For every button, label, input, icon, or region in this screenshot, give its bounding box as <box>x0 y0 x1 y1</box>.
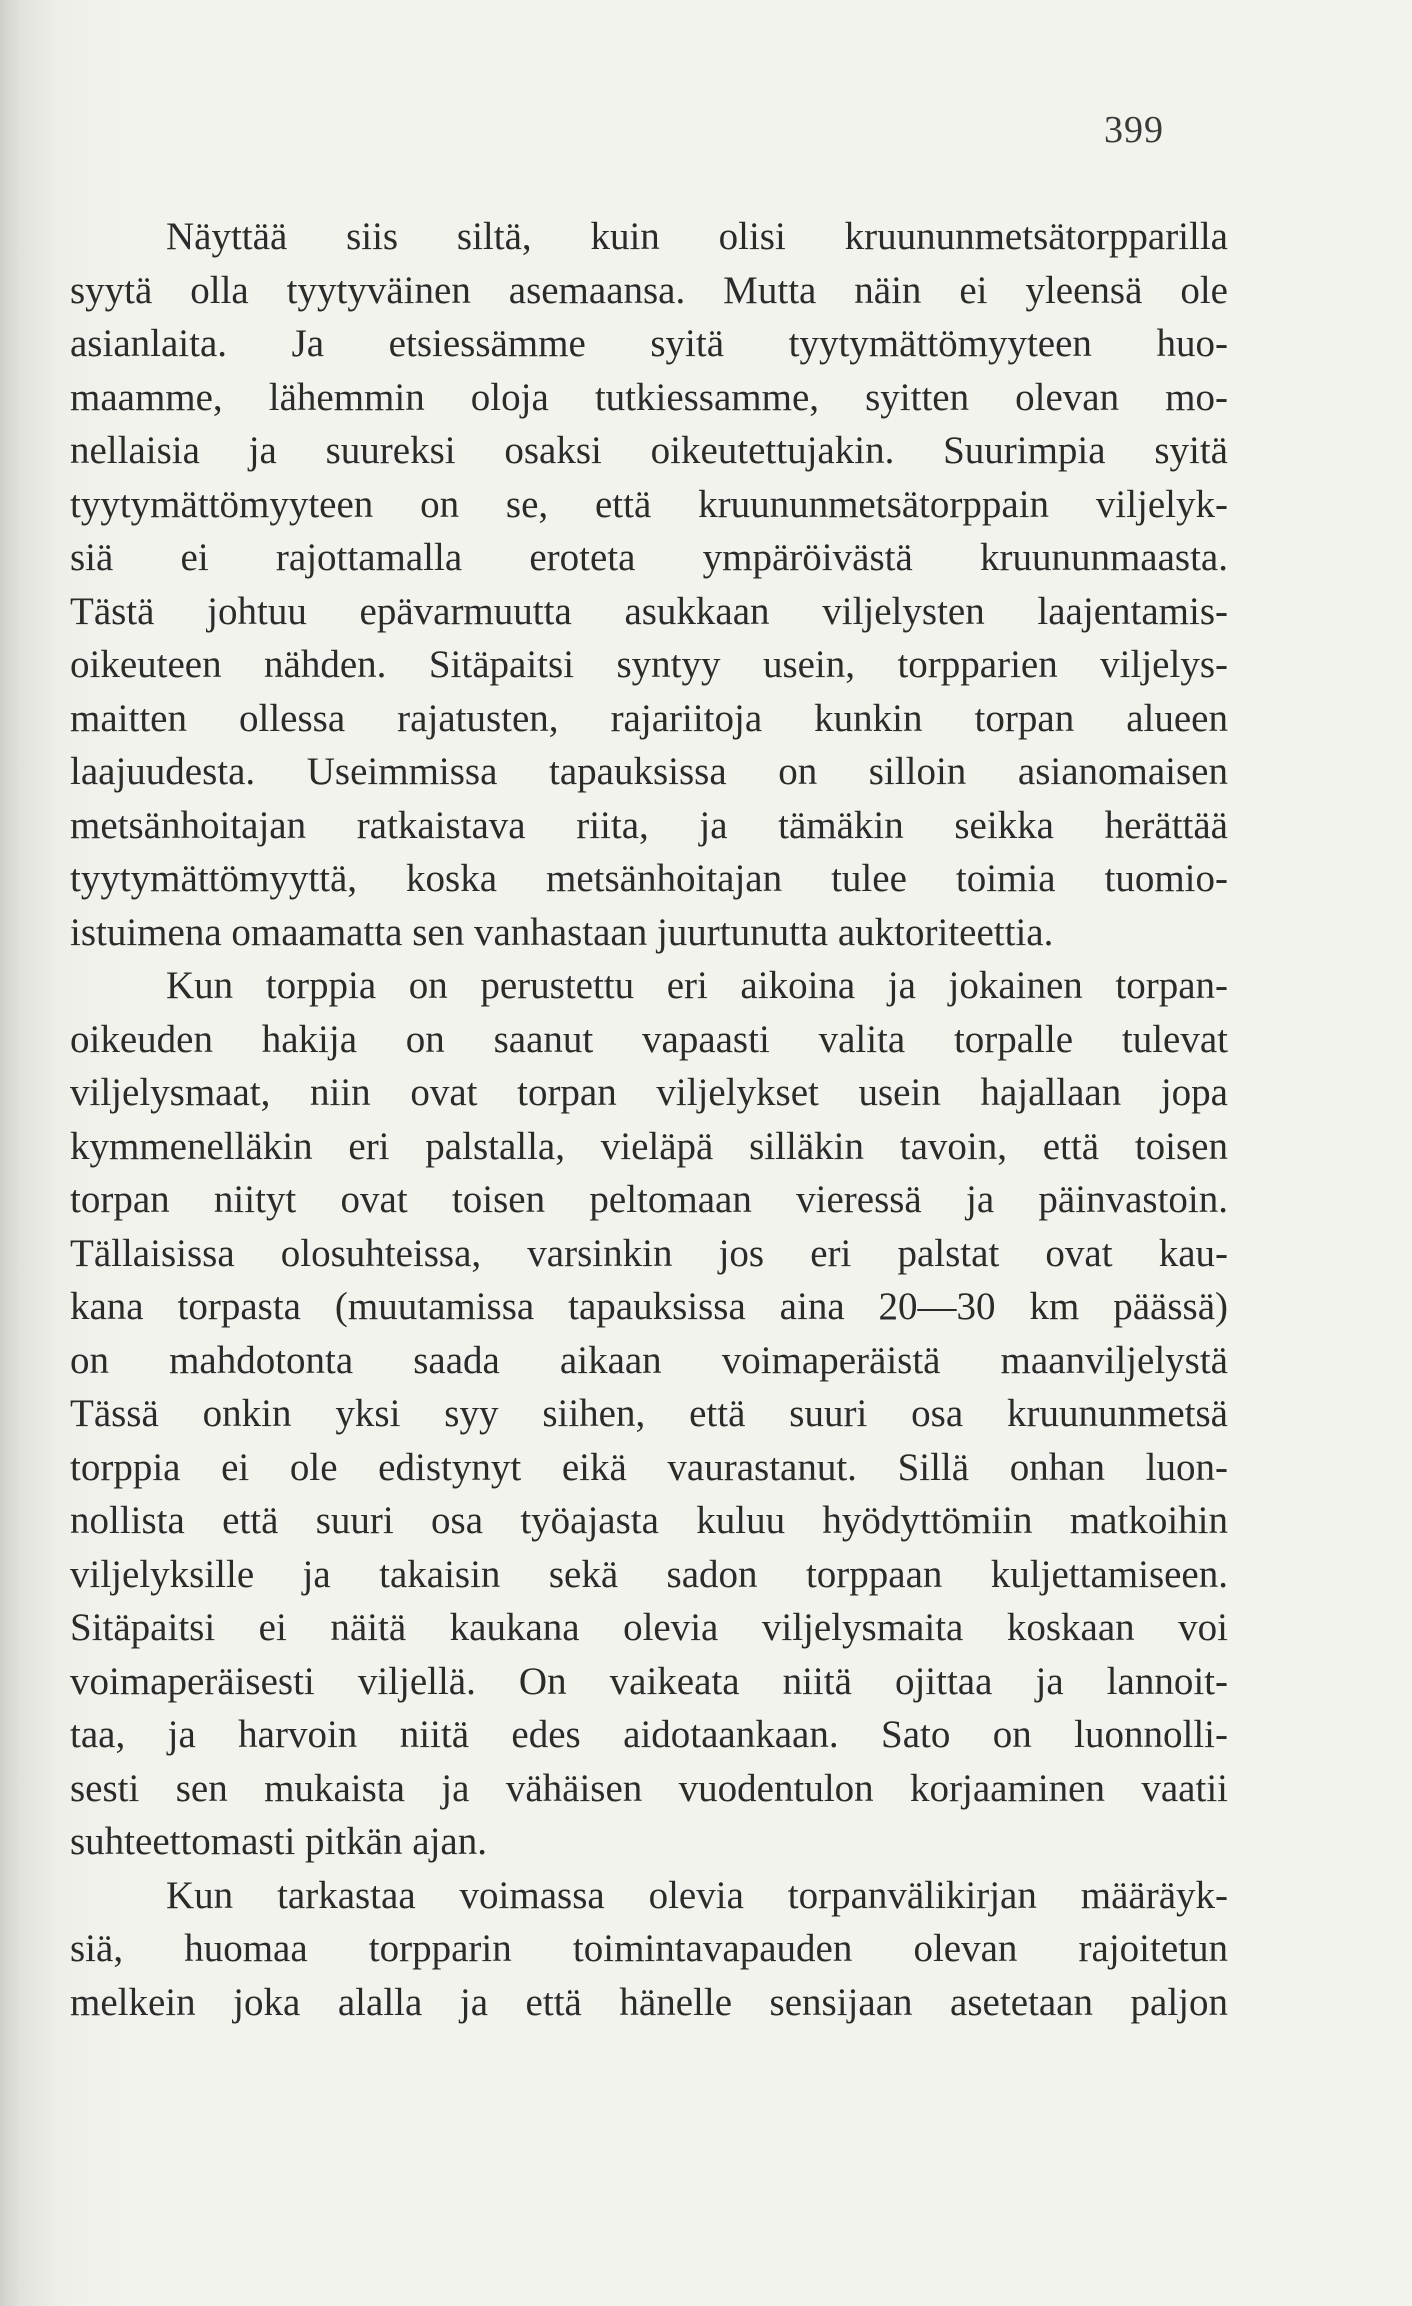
page-number: 399 <box>1104 109 1164 151</box>
text-line: on mahdotonta saada aikaan voimaperäistä maanviljelystä <box>70 1338 1228 1382</box>
text-line: Näyttää siis siltä, kuin olisi kruununmetsätorpparilla <box>166 215 1228 258</box>
text-line: torpan niityt ovat toisen peltomaan vieressä ja päinvastoin. <box>70 1178 1228 1221</box>
text-line: Tässä onkin yksi syy siihen, että suuri osa kruununmetsä <box>70 1392 1228 1435</box>
text-line: asianlaita. Ja etsiessämme syitä tyytymättömyyteen huo- <box>70 322 1228 365</box>
text-line: laajuudesta. Useimmissa tapauksissa on silloin asianomaisen <box>70 750 1228 793</box>
text-line: torppia ei ole edistynyt eikä vaurastanut. Sillä onhan luon- <box>70 1445 1228 1489</box>
text-line: nellaisia ja suureksi osaksi oikeutettujakin. Suurimpia syitä <box>70 429 1228 472</box>
text-line: oikeuteen nähden. Sitäpaitsi syntyy usein, torpparien viljelys- <box>70 643 1228 686</box>
text-line: kymmenelläkin eri palstalla, vieläpä silläkin tavoin, että toisen <box>70 1124 1228 1168</box>
text-line: suhteettomasti pitkän ajan. <box>70 1820 487 1863</box>
text-line: tyytymättömyyteen on se, että kruununmetsätorppain viljelyk- <box>70 482 1228 526</box>
text-line: siä, huomaa torpparin toimintavapauden olevan rajoitetun <box>70 1927 1228 1970</box>
text-line: maamme, lähemmin oloja tutkiessamme, syitten olevan mo- <box>70 375 1228 419</box>
text-line: metsänhoitajan ratkaistava riita, ja tämäkin seikka herättää <box>70 803 1228 847</box>
text-line: oikeuden hakija on saanut vapaasti valita torpalle tulevat <box>70 1017 1228 1061</box>
text-line: taa, ja harvoin niitä edes aidotaankaan. Sato on luonnolli- <box>70 1713 1228 1756</box>
text-line: siä ei rajottamalla eroteta ympäröivästä kruununmaasta. <box>70 536 1228 579</box>
text-line: nollista että suuri osa työajasta kuluu hyödyttömiin matkoihin <box>70 1499 1228 1542</box>
text-line: viljelysmaat, niin ovat torpan viljelykset usein hajallaan jopa <box>70 1071 1228 1114</box>
text-line: istuimena omaamatta sen vanhastaan juurtunutta auktoriteettia. <box>70 910 1054 954</box>
text-line: sesti sen mukaista ja vähäisen vuodentulon korjaaminen vaatii <box>70 1766 1228 1810</box>
text-line: voimaperäisesti viljellä. On vaikeata niitä ojittaa ja lannoit- <box>70 1659 1228 1703</box>
text-line: Kun torppia on perustettu eri aikoina ja jokainen torpan- <box>166 964 1228 1007</box>
text-line: tyytymättömyyttä, koska metsänhoitajan tulee toimia tuomio- <box>70 857 1228 900</box>
text-line: Kun tarkastaa voimassa olevia torpanvälikirjan määräyk- <box>166 1873 1228 1917</box>
text-line: Sitäpaitsi ei näitä kaukana olevia viljelysmaita koskaan voi <box>70 1606 1228 1649</box>
text-line: Tällaisissa olosuhteissa, varsinkin jos eri palstat ovat kau- <box>70 1231 1228 1275</box>
text-line: Tästä johtuu epävarmuutta asukkaan viljelysten laajentamis- <box>70 589 1228 633</box>
body-text <box>70 210 1228 2029</box>
text-line: kana torpasta (muutamissa tapauksissa aina 20—30 km päässä) <box>70 1285 1228 1328</box>
text-line: maitten ollessa rajatusten, rajariitoja kunkin torpan alueen <box>70 696 1228 740</box>
text-line: melkein joka alalla ja että hänelle sensijaan asetetaan paljon <box>70 1980 1228 2024</box>
text-line: syytä olla tyytyväinen asemaansa. Mutta näin ei yleensä ole <box>70 268 1228 312</box>
text-line: viljelyksille ja takaisin sekä sadon torppaan kuljettamiseen. <box>70 1552 1228 1596</box>
